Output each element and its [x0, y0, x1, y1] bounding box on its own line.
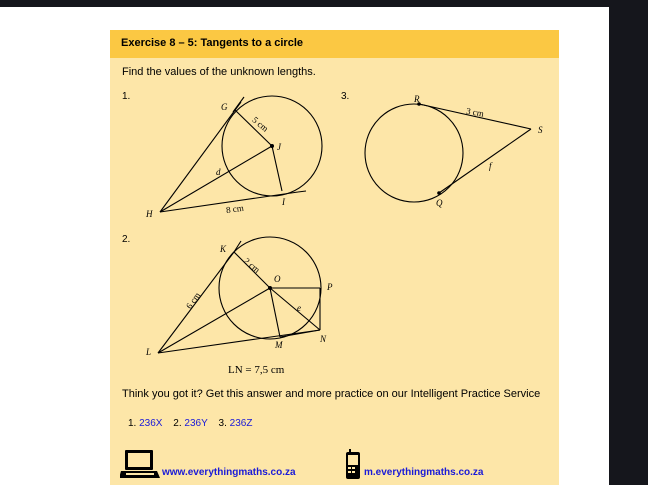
- practice-codes: [128, 418, 252, 429]
- code-index-3: 3.: [218, 418, 227, 429]
- q2-label-k: K: [220, 244, 227, 254]
- laptop-icon: [120, 448, 160, 480]
- question-1-diagram: [160, 96, 322, 212]
- exercise-panel: [110, 30, 559, 485]
- everythingmaths-web-link[interactable]: www.everythingmaths.co.za: [162, 467, 296, 478]
- q2-label-p: P: [327, 282, 333, 292]
- q1-label-h: H: [146, 209, 153, 219]
- everythingmaths-mobile-link[interactable]: m.everythingmaths.co.za: [364, 467, 484, 478]
- practice-code-2-link[interactable]: 236Y: [184, 418, 208, 429]
- q2-line-mn: [280, 330, 320, 337]
- q2-label-l: L: [146, 347, 152, 357]
- q2-line-lo: [158, 288, 270, 353]
- practice-prompt: Think you got it? Get this answer and more practice on our Intelligent Practice Service: [122, 388, 541, 400]
- window-right-edge: [609, 0, 648, 485]
- q3-point-q: [437, 191, 441, 195]
- question-1-number: 1.: [122, 91, 131, 102]
- q3-label-r: R: [414, 94, 420, 104]
- exercise-instruction: Find the values of the unknown lengths.: [122, 66, 316, 78]
- code-index-1: 1.: [128, 418, 137, 429]
- question-2-diagram: [158, 237, 321, 353]
- q1-base-length: 8 cm: [225, 202, 245, 216]
- q2-radius-length: 2 cm: [241, 255, 262, 275]
- q2-center-dot: [268, 286, 272, 290]
- diagrams: [110, 30, 559, 485]
- q1-label-g: G: [221, 102, 228, 112]
- q3-top-length: 3 cm: [465, 105, 485, 119]
- q2-label-e: e: [297, 303, 301, 313]
- window-top-bar: [0, 0, 648, 7]
- q2-label-n: N: [320, 334, 327, 344]
- q1-tangent-extension-2: [298, 191, 306, 192]
- q1-label-i: I: [282, 197, 285, 207]
- q2-tangent-ln: [158, 330, 320, 353]
- q1-tangent-extension: [233, 97, 244, 112]
- q1-tangent-hg: [160, 102, 241, 212]
- phone-icon: [344, 449, 362, 480]
- q3-tangent-qs: [439, 129, 531, 193]
- exercise-title: Exercise 8 – 5: Tangents to a circle: [121, 37, 303, 49]
- q3-label-f: f: [489, 161, 492, 171]
- question-3-number: 3.: [341, 91, 350, 102]
- q3-label-q: Q: [436, 198, 443, 208]
- q2-label-o: O: [274, 274, 281, 284]
- q2-side-length: 6 cm: [183, 290, 203, 311]
- q3-circle: [365, 104, 463, 202]
- q1-radius-ji: [272, 146, 282, 191]
- q1-label-j: J: [277, 142, 281, 152]
- q1-label-d: d: [216, 167, 221, 177]
- q2-label-m: M: [275, 340, 283, 350]
- practice-code-3-link[interactable]: 236Z: [229, 418, 253, 429]
- practice-code-1-link[interactable]: 236X: [139, 418, 163, 429]
- q1-radius-length: 5 cm: [250, 114, 271, 134]
- q1-center-dot: [270, 144, 274, 148]
- question-3-diagram: [365, 104, 531, 202]
- q3-label-s: S: [538, 125, 543, 135]
- q1-line-hj: [160, 146, 272, 212]
- q2-caption: LN = 7,5 cm: [228, 364, 285, 376]
- question-2-number: 2.: [122, 234, 131, 245]
- code-index-2: 2.: [173, 418, 182, 429]
